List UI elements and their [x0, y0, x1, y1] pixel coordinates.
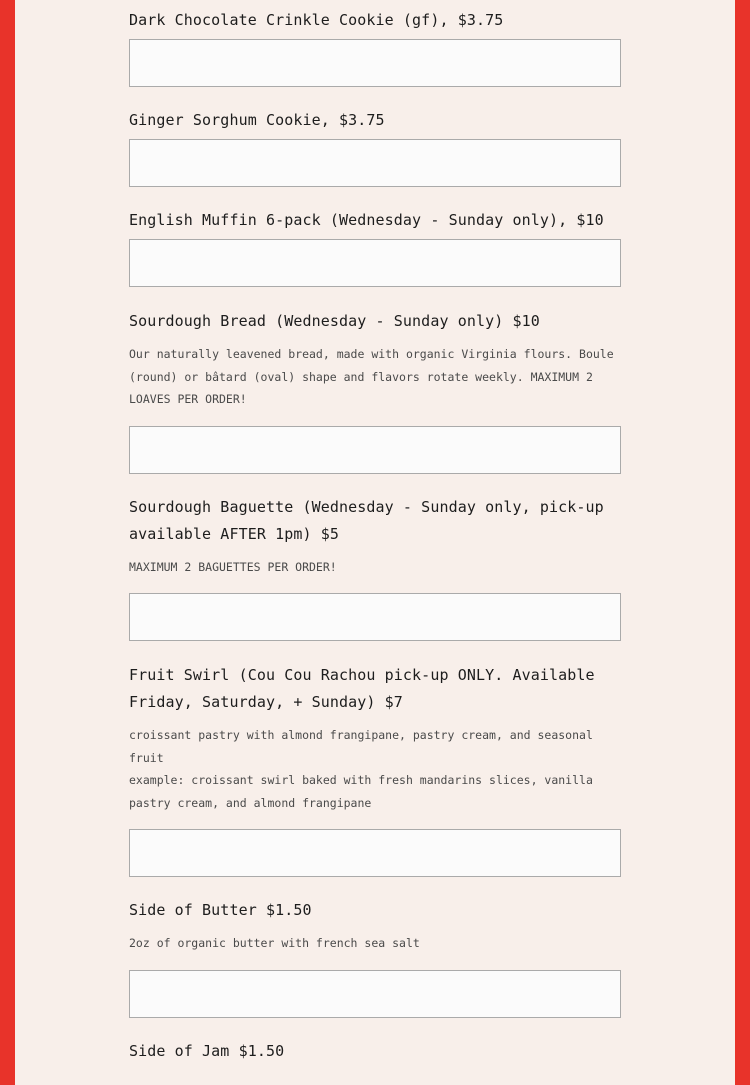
quantity-input-sourdough-baguette[interactable] [129, 593, 621, 641]
product-label: Sourdough Baguette (Wednesday - Sunday only, pick-up available AFTER 1pm) $5 [129, 498, 604, 543]
quantity-input-ginger-sorghum-cookie[interactable] [129, 139, 621, 187]
product-label: Sourdough Bread (Wednesday - Sunday only) $10 [129, 312, 540, 330]
product-description: 2oz of organic butter with french sea salt [129, 936, 420, 950]
product-english-muffin-6-pack [129, 207, 621, 234]
quantity-input-english-muffin-6-pack[interactable] [129, 239, 621, 287]
product-description: MAXIMUM 2 BAGUETTES PER ORDER! [129, 560, 337, 574]
product-label: Side of Butter $1.50 [129, 901, 312, 919]
product-description-example: example: croissant swirl baked with fresh mandarins slices, vanilla pastry cream, and almond frangipane [129, 773, 593, 811]
product-description: Our naturally leavened bread, made with organic Virginia flours. Boule (round) or bâtard (oval) shape and flavors rotate weekly. MAXIMUM 2 LOAVES PER ORDER! [129, 347, 614, 407]
product-sourdough-bread [129, 308, 621, 411]
product-label: Fruit Swirl (Cou Cou Rachou pick-up ONLY. Available Friday, Saturday, + Sunday) $7 [129, 666, 595, 711]
quantity-input-sourdough-bread[interactable] [129, 426, 621, 474]
order-form [15, 0, 735, 1085]
quantity-input-side-of-butter[interactable] [129, 970, 621, 1018]
product-label: Ginger Sorghum Cookie, $3.75 [129, 111, 385, 129]
product-label: Side of Jam $1.50 [129, 1042, 285, 1060]
product-side-of-jam [129, 1038, 621, 1065]
quantity-input-fruit-swirl[interactable] [129, 829, 621, 877]
product-dark-chocolate-crinkle-cookie [129, 7, 621, 34]
product-description: croissant pastry with almond frangipane, pastry cream, and seasonal fruit [129, 728, 593, 765]
product-side-of-butter [129, 897, 621, 955]
quantity-input-dark-chocolate-crinkle-cookie[interactable] [129, 39, 621, 87]
product-sourdough-baguette [129, 494, 621, 579]
product-fruit-swirl [129, 662, 621, 815]
product-ginger-sorghum-cookie [129, 107, 621, 134]
product-label: English Muffin 6-pack (Wednesday - Sunday only), $10 [129, 211, 604, 229]
product-label: Dark Chocolate Crinkle Cookie (gf), $3.75 [129, 11, 504, 29]
